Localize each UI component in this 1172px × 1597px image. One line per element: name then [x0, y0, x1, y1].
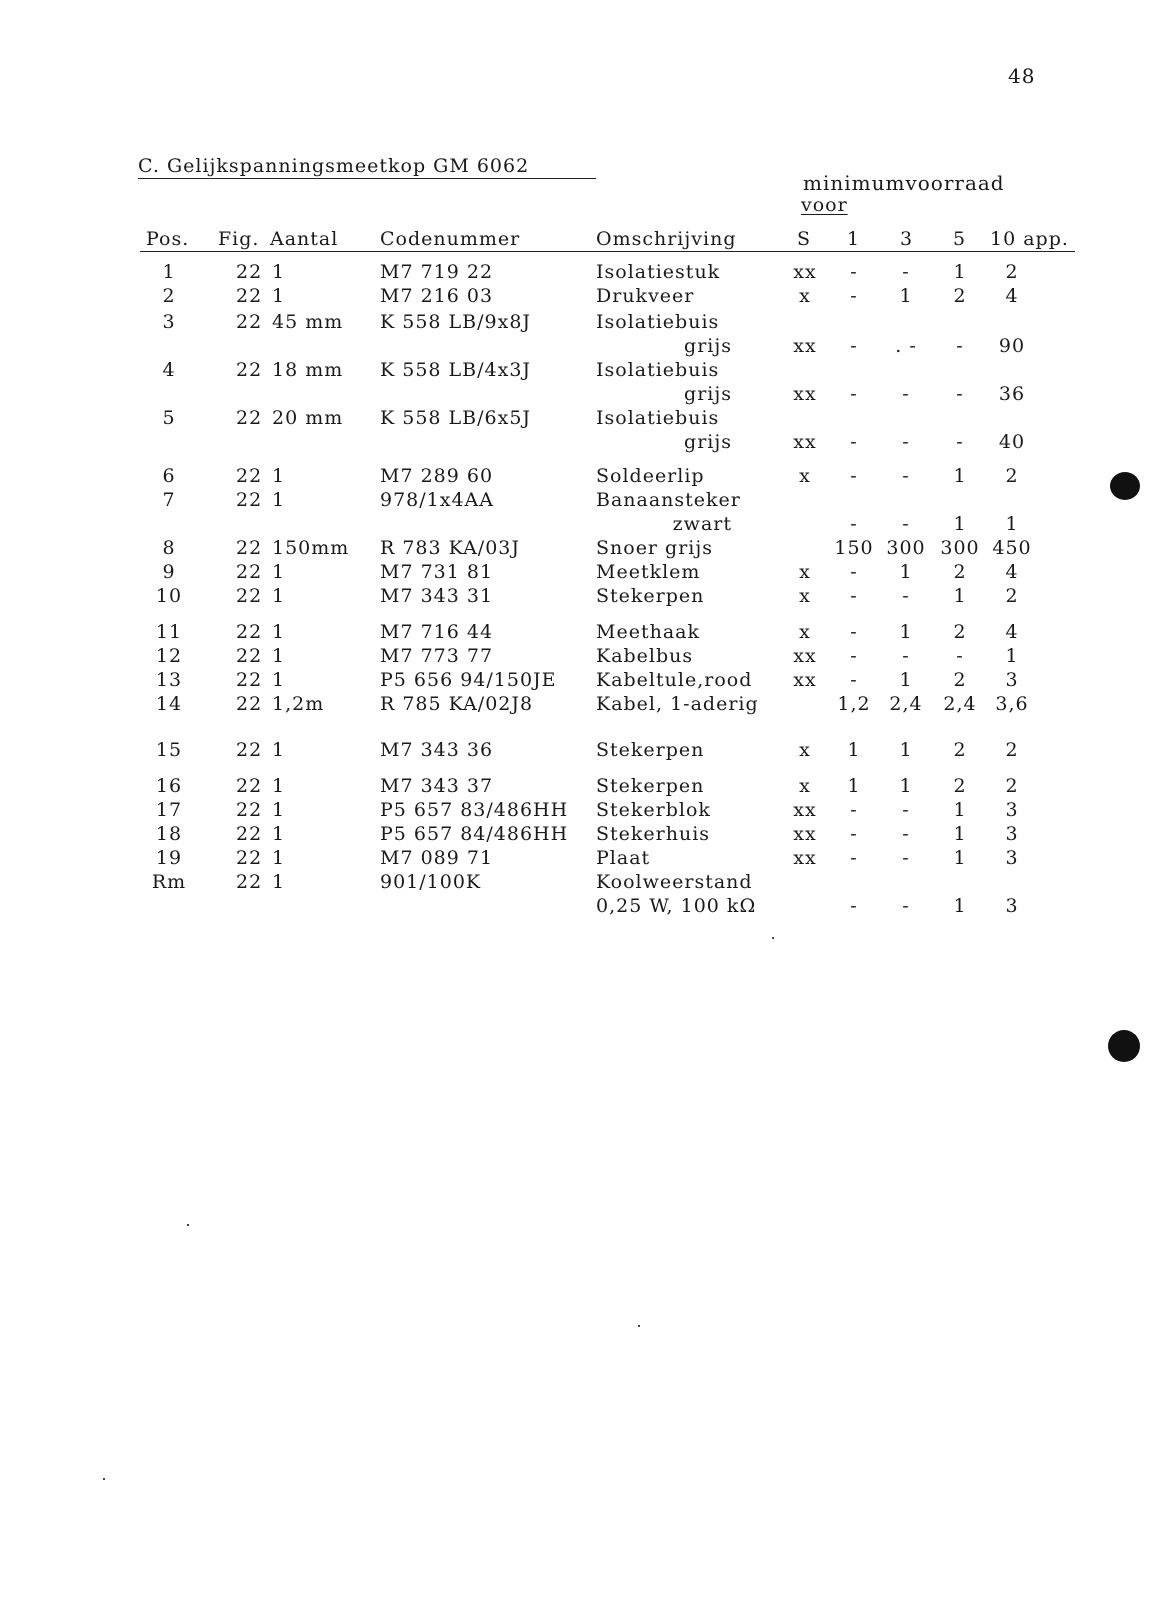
row-s: x [799, 775, 811, 797]
row-qty-3: 1 [899, 621, 913, 643]
row-qty-1: - [850, 261, 858, 283]
table-row [0, 774, 1172, 798]
header-qty-10: 10 app. [990, 228, 1069, 250]
row-qty-3: - [902, 847, 910, 869]
row-qty-1: - [850, 513, 858, 535]
row-qty-5: 1 [953, 585, 967, 607]
table-row [0, 584, 1172, 608]
row-qty-1: - [850, 645, 858, 667]
row-qty-10: 3 [1005, 895, 1019, 917]
row-pos: 1 [162, 261, 176, 283]
row-codenummer: M7 716 44 [380, 621, 494, 643]
row-s: x [799, 585, 811, 607]
row-qty-3: - [902, 585, 910, 607]
row-pos: 19 [155, 847, 183, 869]
row-codenummer: P5 656 94/150JE [380, 669, 557, 691]
row-pos: 11 [155, 621, 183, 643]
row-s: xx [793, 335, 817, 357]
row-fig: 22 [236, 739, 263, 761]
page-number: 48 [1008, 64, 1036, 88]
row-qty-1: 1 [847, 739, 861, 761]
row-pos: 16 [155, 775, 183, 797]
row-qty-3: - [902, 431, 910, 453]
row-omschrijving: Drukveer [596, 285, 695, 307]
row-omschrijving-continued: grijs [684, 431, 732, 453]
scan-speck [103, 1478, 105, 1480]
row-qty-1: - [850, 431, 858, 453]
row-codenummer: M7 343 37 [380, 775, 494, 797]
row-qty-3: 2,4 [889, 693, 923, 715]
row-qty-1: - [850, 823, 858, 845]
row-fig: 22 [236, 693, 263, 715]
table-row [0, 358, 1172, 406]
table-row [0, 644, 1172, 668]
row-codenummer: K 558 LB/4x3J [380, 359, 532, 381]
stock-heading: minimumvoorraad [803, 171, 1005, 195]
row-qty-3: 1 [899, 561, 913, 583]
row-qty-3: - [902, 823, 910, 845]
row-omschrijving: Kabelbus [596, 645, 694, 667]
row-s: x [799, 465, 811, 487]
row-qty-10: 1 [1005, 645, 1019, 667]
table-row [0, 464, 1172, 488]
row-qty-3: 300 [886, 537, 926, 559]
header-qty-5: 5 [953, 228, 967, 250]
row-omschrijving: Stekerpen [596, 585, 705, 607]
row-omschrijving: Meetklem [596, 561, 701, 583]
row-codenummer: M7 343 36 [380, 739, 494, 761]
row-qty-10: 3 [1005, 823, 1019, 845]
row-qty-1: 1 [847, 775, 861, 797]
row-qty-5: - [956, 335, 964, 357]
row-pos: Rm [151, 871, 187, 893]
row-aantal: 1 [272, 847, 286, 869]
row-qty-5: 2 [953, 561, 967, 583]
row-qty-5: 2 [953, 285, 967, 307]
row-fig: 22 [236, 359, 263, 381]
row-qty-5: 1 [953, 847, 967, 869]
row-qty-5: 1 [953, 465, 967, 487]
header-codenummer: Codenummer [380, 228, 521, 250]
row-omschrijving-continued: grijs [684, 335, 732, 357]
table-row [0, 738, 1172, 762]
row-qty-10: 3 [1005, 847, 1019, 869]
header-aantal: Aantal [270, 228, 339, 250]
row-s: xx [793, 799, 817, 821]
table-row [0, 798, 1172, 822]
row-omschrijving: Stekerblok [596, 799, 711, 821]
table-row [0, 260, 1172, 284]
row-omschrijving: Isolatiebuis [596, 311, 720, 333]
row-qty-3: - [902, 513, 910, 535]
row-fig: 22 [236, 261, 263, 283]
row-codenummer: R 783 KA/03J [380, 537, 520, 559]
row-qty-1: - [850, 847, 858, 869]
row-qty-3: 1 [899, 285, 913, 307]
row-codenummer: M7 289 60 [380, 465, 494, 487]
table-row [0, 620, 1172, 644]
row-qty-5: 2 [953, 621, 967, 643]
table-row [0, 560, 1172, 584]
table-row [0, 406, 1172, 454]
row-s: xx [793, 847, 817, 869]
row-qty-3: - [902, 895, 910, 917]
row-qty-10: 40 [998, 431, 1026, 453]
table-row [0, 284, 1172, 308]
row-fig: 22 [236, 407, 263, 429]
row-qty-1: - [850, 285, 858, 307]
row-aantal: 1 [272, 489, 286, 511]
row-aantal: 1 [272, 669, 286, 691]
table-row [0, 846, 1172, 870]
row-codenummer: P5 657 83/486HH [380, 799, 569, 821]
row-aantal: 45 mm [272, 311, 344, 333]
row-qty-1: - [850, 585, 858, 607]
row-qty-1: 150 [834, 537, 874, 559]
row-codenummer: M7 719 22 [380, 261, 494, 283]
row-codenummer: M7 773 77 [380, 645, 494, 667]
row-qty-10: 3,6 [995, 693, 1029, 715]
row-omschrijving: Stekerpen [596, 739, 705, 761]
row-qty-3: - [902, 383, 910, 405]
row-fig: 22 [236, 621, 263, 643]
row-fig: 22 [236, 585, 263, 607]
row-qty-3: 1 [899, 739, 913, 761]
row-qty-1: - [850, 895, 858, 917]
row-qty-1: - [850, 669, 858, 691]
row-omschrijving: Isolatiebuis [596, 407, 720, 429]
row-qty-3: . - [895, 335, 917, 357]
row-s: x [799, 739, 811, 761]
row-aantal: 1 [272, 465, 286, 487]
row-aantal: 1 [272, 585, 286, 607]
row-aantal: 1 [272, 871, 286, 893]
row-pos: 3 [162, 311, 176, 333]
row-fig: 22 [236, 669, 263, 691]
row-qty-10: 90 [998, 335, 1026, 357]
row-qty-10: 3 [1005, 799, 1019, 821]
row-aantal: 20 mm [272, 407, 344, 429]
row-s: xx [793, 669, 817, 691]
punch-hole-dot-lower [1108, 1030, 1140, 1062]
row-pos: 7 [162, 489, 176, 511]
row-fig: 22 [236, 775, 263, 797]
row-codenummer: M7 731 81 [380, 561, 494, 583]
row-omschrijving-continued: 0,25 W, 100 kΩ [596, 895, 757, 917]
row-aantal: 1 [272, 285, 286, 307]
row-aantal: 1 [272, 799, 286, 821]
row-codenummer: K 558 LB/6x5J [380, 407, 532, 429]
header-rule [140, 251, 1075, 252]
header-pos: Pos. [146, 228, 190, 250]
row-s: x [799, 621, 811, 643]
row-aantal: 150mm [272, 537, 350, 559]
row-omschrijving: Meethaak [596, 621, 700, 643]
row-omschrijving: Koolweerstand [596, 871, 753, 893]
row-qty-1: - [850, 561, 858, 583]
scan-speck [187, 1224, 189, 1226]
table-row [0, 310, 1172, 358]
header-fig: Fig. [218, 228, 260, 250]
row-fig: 22 [236, 871, 263, 893]
row-qty-10: 2 [1005, 585, 1019, 607]
row-qty-1: - [850, 335, 858, 357]
header-qty-1: 1 [847, 228, 861, 250]
header-s: S [797, 228, 812, 250]
row-omschrijving: Kabeltule,rood [596, 669, 753, 691]
row-aantal: 1 [272, 561, 286, 583]
row-qty-3: - [902, 261, 910, 283]
row-pos: 13 [155, 669, 183, 691]
row-qty-5: 1 [953, 513, 967, 535]
row-pos: 10 [155, 585, 183, 607]
row-qty-5: - [956, 383, 964, 405]
row-qty-10: 2 [1005, 775, 1019, 797]
table-row [0, 822, 1172, 846]
punch-hole-dot-upper [1110, 472, 1140, 500]
row-fig: 22 [236, 823, 263, 845]
row-qty-10: 1 [1005, 513, 1019, 535]
row-pos: 4 [162, 359, 176, 381]
row-s: xx [793, 431, 817, 453]
row-qty-1: - [850, 383, 858, 405]
row-qty-1: - [850, 621, 858, 643]
row-qty-10: 3 [1005, 669, 1019, 691]
row-omschrijving: Soldeerlip [596, 465, 705, 487]
scan-speck [772, 937, 774, 939]
row-aantal: 1,2m [272, 693, 325, 715]
row-codenummer: M7 343 31 [380, 585, 494, 607]
row-aantal: 1 [272, 261, 286, 283]
row-codenummer: M7 216 03 [380, 285, 494, 307]
row-codenummer: R 785 KA/02J8 [380, 693, 534, 715]
row-qty-3: - [902, 465, 910, 487]
row-omschrijving: Isolatiebuis [596, 359, 720, 381]
row-qty-5: 1 [953, 799, 967, 821]
row-aantal: 1 [272, 823, 286, 845]
header-qty-3: 3 [900, 228, 914, 250]
row-qty-3: - [902, 799, 910, 821]
row-s: x [799, 285, 811, 307]
row-fig: 22 [236, 311, 263, 333]
row-omschrijving: Kabel, 1-aderig [596, 693, 759, 715]
row-omschrijving: Stekerpen [596, 775, 705, 797]
row-aantal: 1 [272, 645, 286, 667]
row-omschrijving-continued: grijs [684, 383, 732, 405]
row-pos: 18 [155, 823, 183, 845]
row-codenummer: 978/1x4AA [380, 489, 495, 511]
table-row [0, 692, 1172, 716]
row-omschrijving: Banaansteker [596, 489, 741, 511]
row-qty-10: 36 [998, 383, 1026, 405]
row-codenummer: M7 089 71 [380, 847, 494, 869]
row-aantal: 1 [272, 775, 286, 797]
row-fig: 22 [236, 561, 263, 583]
section-title: C. Gelijkspanningsmeetkop GM 6062 [138, 154, 596, 179]
row-s: xx [793, 823, 817, 845]
row-qty-5: 300 [940, 537, 980, 559]
row-qty-1: - [850, 799, 858, 821]
row-qty-5: 2 [953, 739, 967, 761]
row-qty-3: 1 [899, 669, 913, 691]
row-fig: 22 [236, 847, 263, 869]
table-row [0, 668, 1172, 692]
row-pos: 5 [162, 407, 176, 429]
stock-voor-label: voor [801, 194, 848, 216]
row-pos: 8 [162, 537, 176, 559]
row-qty-1: - [850, 465, 858, 487]
scan-speck [638, 1325, 640, 1327]
row-codenummer: P5 657 84/486HH [380, 823, 569, 845]
row-pos: 12 [155, 645, 183, 667]
table-row [0, 536, 1172, 560]
row-s: xx [793, 261, 817, 283]
row-omschrijving: Stekerhuis [596, 823, 711, 845]
header-omschrijving: Omschrijving [596, 228, 737, 250]
row-qty-10: 450 [992, 537, 1032, 559]
table-row [0, 870, 1172, 918]
row-qty-5: 2,4 [943, 693, 977, 715]
row-qty-3: - [902, 645, 910, 667]
row-fig: 22 [236, 645, 263, 667]
row-omschrijving: Snoer grijs [596, 537, 714, 559]
row-fig: 22 [236, 489, 263, 511]
row-qty-5: - [956, 431, 964, 453]
row-pos: 2 [162, 285, 176, 307]
row-fig: 22 [236, 285, 263, 307]
row-qty-10: 2 [1005, 465, 1019, 487]
row-qty-5: - [956, 645, 964, 667]
row-qty-10: 4 [1005, 621, 1019, 643]
row-s: xx [793, 383, 817, 405]
row-s: x [799, 561, 811, 583]
row-qty-10: 2 [1005, 739, 1019, 761]
row-qty-10: 2 [1005, 261, 1019, 283]
row-s: xx [793, 645, 817, 667]
row-pos: 15 [155, 739, 183, 761]
row-qty-5: 1 [953, 823, 967, 845]
row-pos: 9 [162, 561, 176, 583]
row-fig: 22 [236, 537, 263, 559]
row-codenummer: 901/100K [380, 871, 482, 893]
row-qty-10: 4 [1005, 285, 1019, 307]
row-fig: 22 [236, 465, 263, 487]
row-omschrijving: Isolatiestuk [596, 261, 721, 283]
row-pos: 17 [155, 799, 183, 821]
row-omschrijving-continued: zwart [672, 513, 732, 535]
row-qty-5: 1 [953, 895, 967, 917]
row-qty-5: 2 [953, 775, 967, 797]
row-fig: 22 [236, 799, 263, 821]
row-qty-3: 1 [899, 775, 913, 797]
row-omschrijving: Plaat [596, 847, 651, 869]
table-row [0, 488, 1172, 536]
row-pos: 14 [155, 693, 183, 715]
row-qty-10: 4 [1005, 561, 1019, 583]
row-codenummer: K 558 LB/9x8J [380, 311, 532, 333]
row-aantal: 1 [272, 739, 286, 761]
row-aantal: 1 [272, 621, 286, 643]
row-qty-1: 1,2 [837, 693, 871, 715]
row-pos: 6 [162, 465, 176, 487]
row-qty-5: 2 [953, 669, 967, 691]
row-aantal: 18 mm [272, 359, 344, 381]
row-qty-5: 1 [953, 261, 967, 283]
